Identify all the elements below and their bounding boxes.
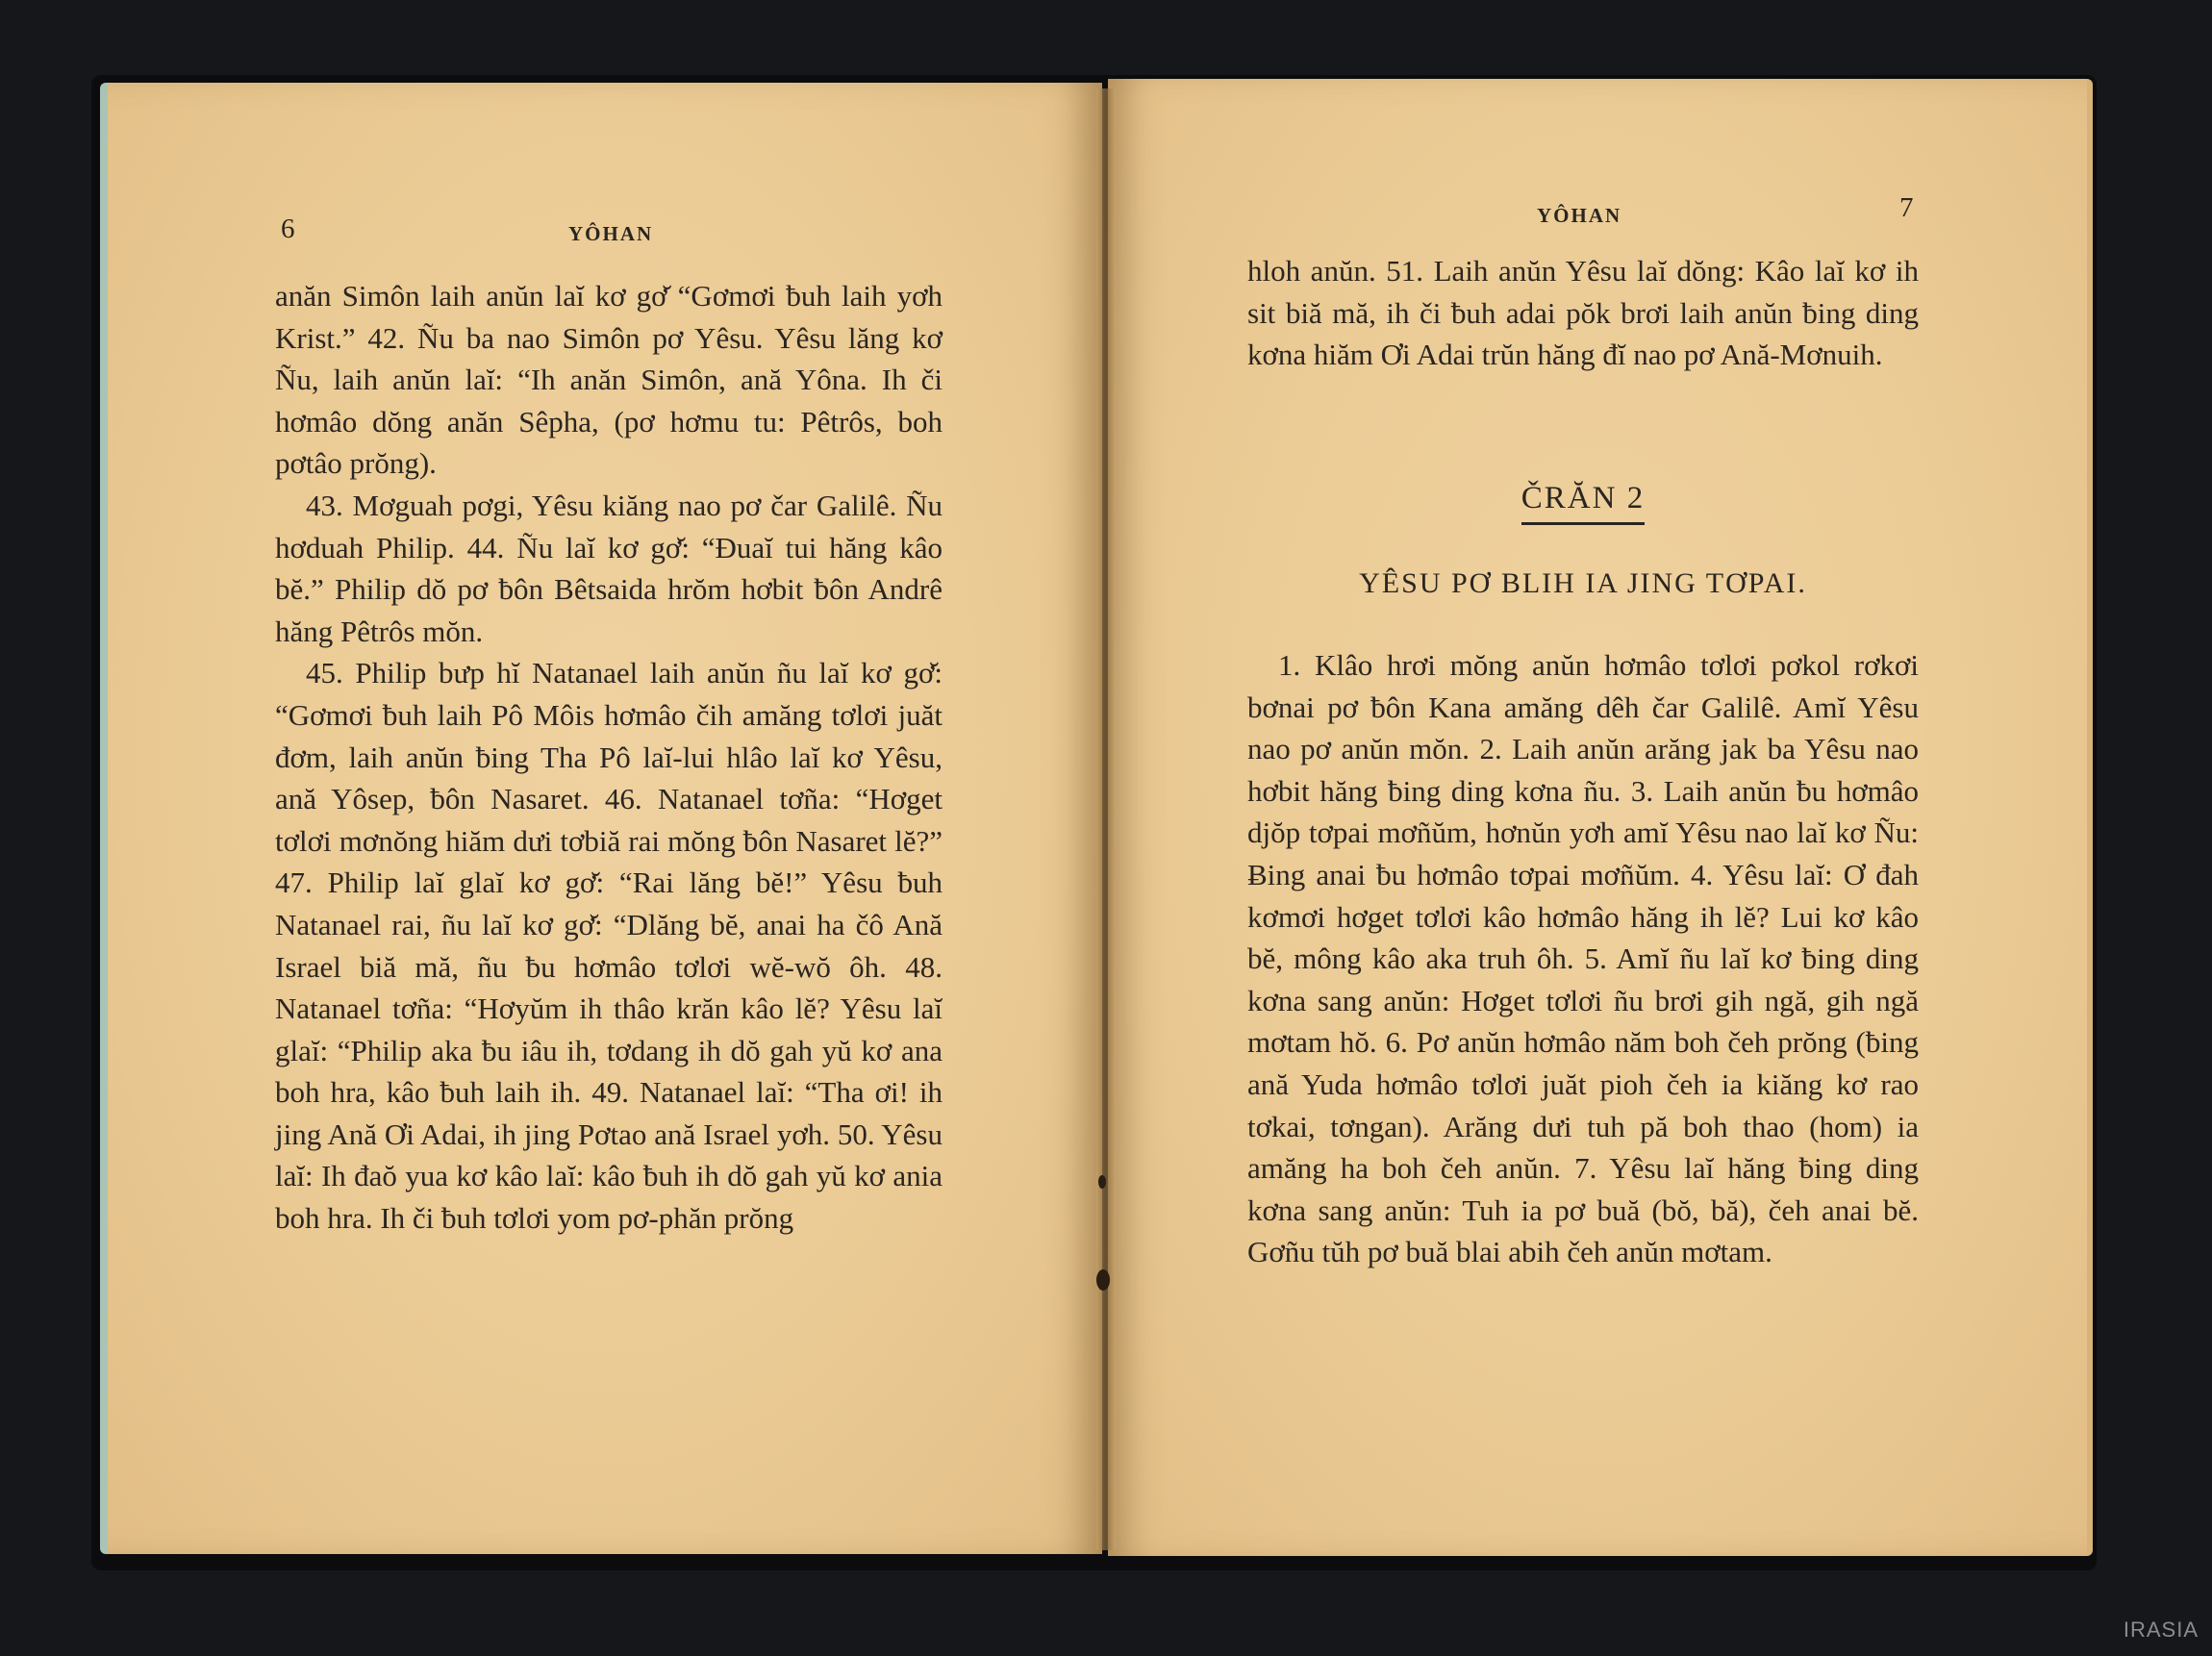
right-paragraph-2: 1. Klâo hrơi mŏng anŭn hơmâo tơlơi pơkol rơkơi bơnai pơ ƀôn Kana amăng dêh čar Galilê. Amĭ Yêsu nao pơ anŭn mŏn. 2. Laih anŭn arăng jak ba Yêsu nao hơbit hăng ƀing ding kơna ñu. 3. Laih anŭn ƀu hơmâo djŏp tơpai mơñŭm, hơnŭn yơh amĭ Yêsu nao laĭ kơ Ñu: Ƀing anai ƀu hơmâo tơpai mơñŭm. 4. Yêsu laĭ: Ơ đah kơmơi hơget tơlơi kâo hơmâo hăng ih lĕ? Lui kơ kâo bĕ, mông kâo aka truh ôh. 5. Amĭ ñu laĭ kơ ƀing ding kơna sang anŭn: Hơget tơlơi ñu brơi gih ngă, gih ngă mơtam hŏ. 6. Pơ anŭn hơmâo năm boh čeh prŏng (ƀing ană Yuda hơmâo tơlơi juăt pioh čeh ia kiăng kơ rao tơkai, tơngan). Arăng dưi tuh pă boh thao (hom) ia amăng ha boh čeh anŭn. 7. Yêsu laĭ hăng ƀing ding kơna sang anŭn: Tuh ia pơ buă (bŏ, bă), čeh anai bĕ. Gơñu tŭh pơ buă blai abih čeh anŭn mơtam. [1247,648,1919,1269]
right-paragraph-1: hloh anŭn. 51. Laih anŭn Yêsu laĭ dŏng: Kâo laĭ kơ ih sit biă mă, ih či ƀuh adai pŏk brơi laih anŭn ƀing ding kơna hiăm Ơi Adai trŭn hăng đĭ nao pơ Ană-Mơnuih. [1247,254,1919,372]
left-running-head: YÔHAN [568,222,654,245]
left-paragraph-3: 45. Philip bưp hĭ Natanael laih anŭn ñu laĭ kơ gơ̆: “Gơmơi ƀuh laih Pô Môis hơmâo čih amăng tơlơi juăt đơm, laih anŭn ƀing Tha Pô laĭ-lui hlâo laĭ kơ Yêsu, ană Yôsep, ƀôn Nasaret. 46. Natanael tơña: “Hơget tơlơi mơnŏng hiăm dưi tơbiă rai mŏng ƀôn Nasaret lĕ?” 47. Philip laĭ glaĭ kơ gơ̆: “Rai lăng bĕ!” Yêsu ƀuh Natanael rai, ñu laĭ kơ gơ̆: “Dlăng bĕ, anai ha čô Ană Israel biă mă, ñu ƀu hơmâo tơlơi wĕ-wŏ ôh. 48. Natanael tơña: “Hơyŭm ih thâo krăn kâo lĕ? Yêsu laĭ glaĭ: “Philip aka ƀu iâu ih, tơdang ih dŏ gah yŭ kơ ana boh hra, kâo ƀuh laih ih. 49. Natanael laĭ: “Tha ơi! ih jing Ană Ơi Adai, ih jing Pơtao ană Israel yơh. 50. Yêsu laĭ: Ih đaŏ yua kơ kâo laĭ: kâo ƀuh ih dŏ gah yŭ kơ ania boh hra. Ih či ƀuh tơlơi yom pơ-phăn prŏng [275,656,943,1236]
right-page-number: 7 [1899,192,1914,223]
binding-hole-small [1098,1175,1106,1189]
left-page [100,83,1102,1554]
right-running-head: YÔHAN [1537,204,1622,227]
left-paragraph-2: 43. Mơguah pơgi, Yêsu kiăng nao pơ čar Galilê. Ñu hơduah Philip. 44. Ñu laĭ kơ gơ̆: “Đuaĭ tui hăng kâo bĕ.” Philip dŏ pơ ƀôn Bêtsaida hrŏm hơbit ƀôn Andrê hăng Pêtrôs mŏn. [275,488,943,648]
watermark: IRASIA [2123,1618,2199,1642]
chapter-heading-text: ČRĂN 2 [1521,481,1645,525]
book-gutter [1096,88,1116,1550]
chapter-subtitle: YÊSU PƠ BLIH IA JING TƠPAI. [1359,567,1807,599]
right-body-text [1247,644,1919,1273]
left-paragraph-1: anăn Simôn laih anŭn laĭ kơ gơ̆ “Gơmơi ƀuh laih yơh Krist.” 42. Ñu ba nao Simôn pơ Yêsu. Yêsu lăng kơ Ñu, laih anŭn laĭ: “Ih anăn Simôn, ană Yôna. Ih či hơmâo dŏng anăn Sêpha, (pơ hơmu tu: Pêtrôs, boh pơtâo prŏng). [275,279,943,481]
right-opening-paragraph [1247,250,1919,376]
chapter-heading [1247,481,1919,525]
left-page-number: 6 [281,213,295,244]
binding-hole [1096,1269,1110,1291]
right-page [1108,79,2093,1556]
left-text-block [275,275,943,1240]
